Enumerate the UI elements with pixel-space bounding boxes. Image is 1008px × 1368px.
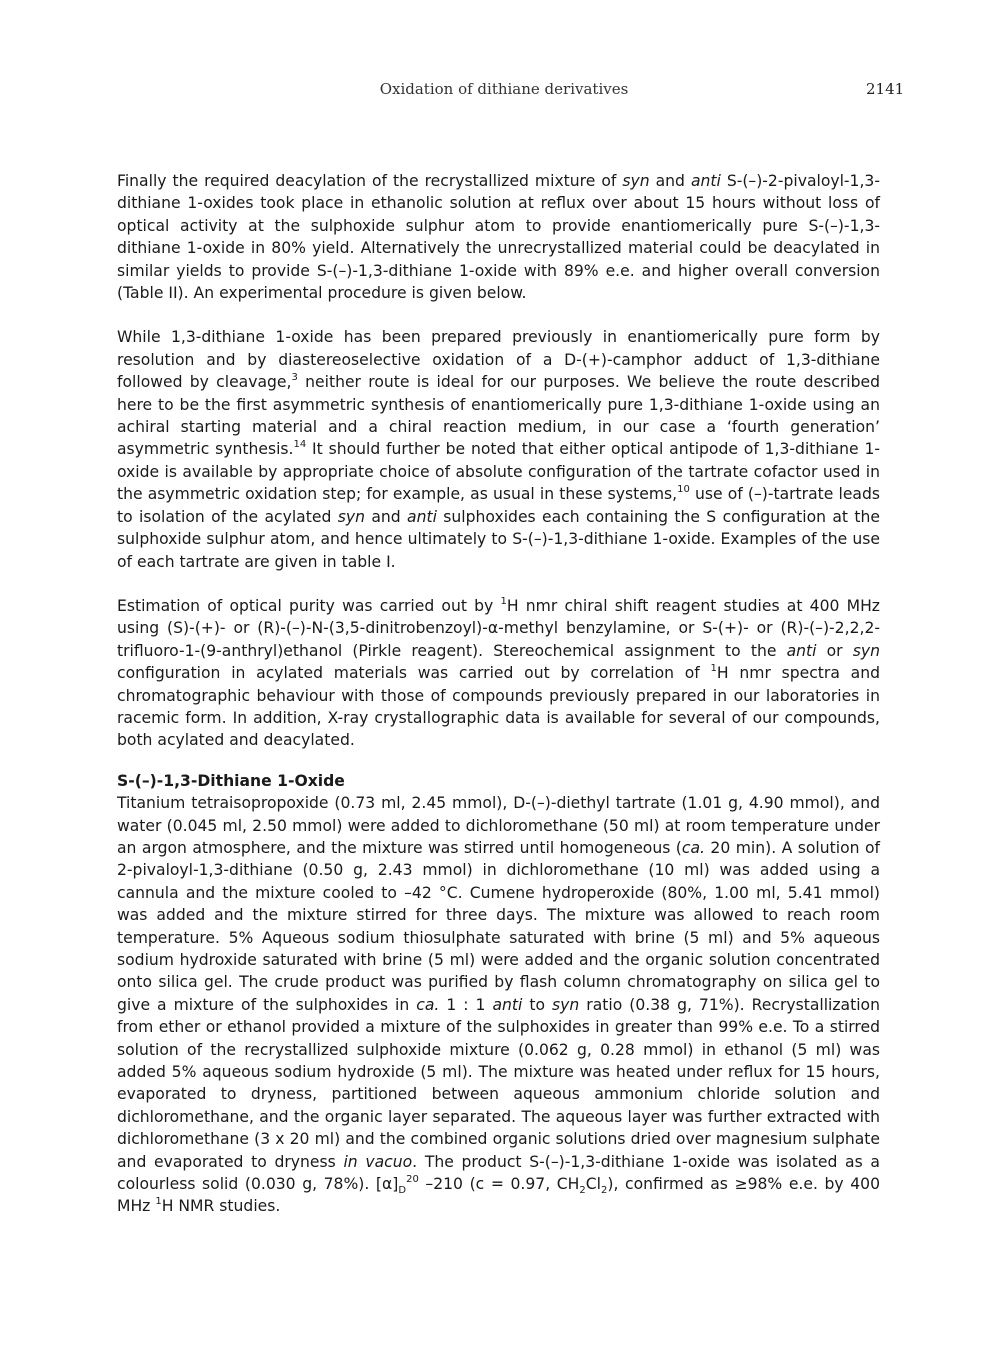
experimental-procedure: Titanium tetraisopropoxide (0.73 ml, 2.45 mmol), D-(–)-diethyl tartrate (1.01 g, 4.90 mmol), and water (0.045 ml, 2.50 mmol) were added to dichloromethane (50 ml) at room temperature under an argon atmosphere, and the mixture was stirred until homogeneous (ca. 20 min). A solution of 2-pivaloyl-1,3-dithiane (0.50 g, 2.43 mmol) in dichloromethane (10 ml) was added using a cannula and the mixture cooled to –42 °C. Cumene hydroperoxide (80%, 1.00 ml, 5.41 mmol) was added and the mixture stirred for three days. The mixture was allowed to reach room temperature. 5% Aqueous sodium thiosulphate saturated with brine (5 ml) and 5% aqueous sodium hydroxide saturated with brine (5 ml) were added and the organic solution concentrated onto silica gel. The crude product was purified by flash column chromatography on silica gel to give a mixture of the sulphoxides in ca. 1 : 1 anti to syn ratio (0.38 g, 71%). Recrystallization from ether or ethanol provided a mixture of the sulphoxides in greater than 99% e.e. To a stirred solution of the recrystallized sulphoxide mixture (0.062 g, 0.28 mmol) in ethanol (5 ml) was added 5% aqueous sodium hydroxide (5 ml). The mixture was heated under reflux for 15 hours, evaporated to dryness, partitioned between aqueous ammonium chloride solution and dichloromethane, and the organic layer separated. The aqueous layer was further extracted with dichloromethane (3 x 20 ml) and the combined organic solutions dried over magnesium sulphate and evaporated to dryness in vacuo. The product S-(–)-1,3-dithiane 1-oxide was isolated as a colourless solid (0.030 g, 78%). $[\alpha]_D^{20}$ –210 (c = 0.97, $CH_2Cl_2$), confirmed as ≥98% e.e. by 400 MHz $^1$H NMR studies.	[117, 794, 880, 1216]
citation: 10	[677, 484, 690, 496]
running-head	[0, 80, 1008, 100]
citation: 3	[291, 372, 298, 384]
article-body	[117, 170, 880, 1218]
running-title: Oxidation of dithiane derivatives	[379, 80, 629, 98]
section-heading: S-(–)-1,3-Dithiane 1-Oxide	[117, 771, 345, 790]
paragraph-asymmetric-synthesis: While 1,3-dithiane 1-oxide has been prepared previously in enantiomerically pure form by resolution and by diastereoselective oxidation of a D-(+)-camphor adduct of 1,3-dithiane followed by cleavage,$^3$ neither route is ideal for our purposes. We believe the route described here to be the first asymmetric synthesis of enantiomerically pure 1,3-dithiane 1-oxide using an achiral starting material and a chiral reaction medium, in our case a ‘fourth generation’ asymmetric synthesis.$^{14}$ It should further be noted that either optical antipode of 1,3-dithiane 1-oxide is available by appropriate choice of absolute configuration of the tartrate cofactor used in the asymmetric oxidation step; for example, as usual in these systems,$^{10}$ use of (–)-tartrate leads to isolation of the acylated syn and anti sulphoxides each containing the S configuration at the sulphoxide sulphur atom, and hence ultimately to S-(–)-1,3-dithiane 1-oxide. Examples of the use of each tartrate are given in table I.	[117, 328, 881, 571]
page-number: 2141	[866, 80, 905, 98]
citation: 14	[293, 439, 307, 451]
paragraph-deacylation: Finally the required deacylation of the recrystallized mixture of syn and anti S-(–)-2-pivaloyl-1,3-dithiane 1-oxides took place in ethanolic solution at reflux over about 15 hours without loss of optical activity at the sulphoxide sulphur atom to provide enantiomerically pure S-(–)-1,3-dithiane 1-oxide in 80% yield. Alternatively the unrecrystallized material could be deacylated in similar yields to provide S-(–)-1,3-dithiane 1-oxide with 89% e.e. and higher overall conversion (Table II). An experimental procedure is given below.	[117, 172, 880, 303]
paragraph-optical-purity: Estimation of optical purity was carried out by $^1$H nmr chiral shift reagent studies at 400 MHz using (S)-(+)- or (R)-(–)-N-(3,5-dinitrobenzoyl)-α-methyl benzylamine, or S-(+)- or (R)-(–)-2,2,2-trifluoro-1-(9-anthryl)ethanol (Pirkle reagent). Stereochemical assignment to the anti or syn configuration in acylated materials was carried out by correlation of $^1$H nmr spectra and chromatographic behaviour with those of compounds previously prepared in our laboratories in racemic form. In addition, X-ray crystallographic data is available for several of our compounds, both acylated and deacylated.	[117, 595, 880, 750]
